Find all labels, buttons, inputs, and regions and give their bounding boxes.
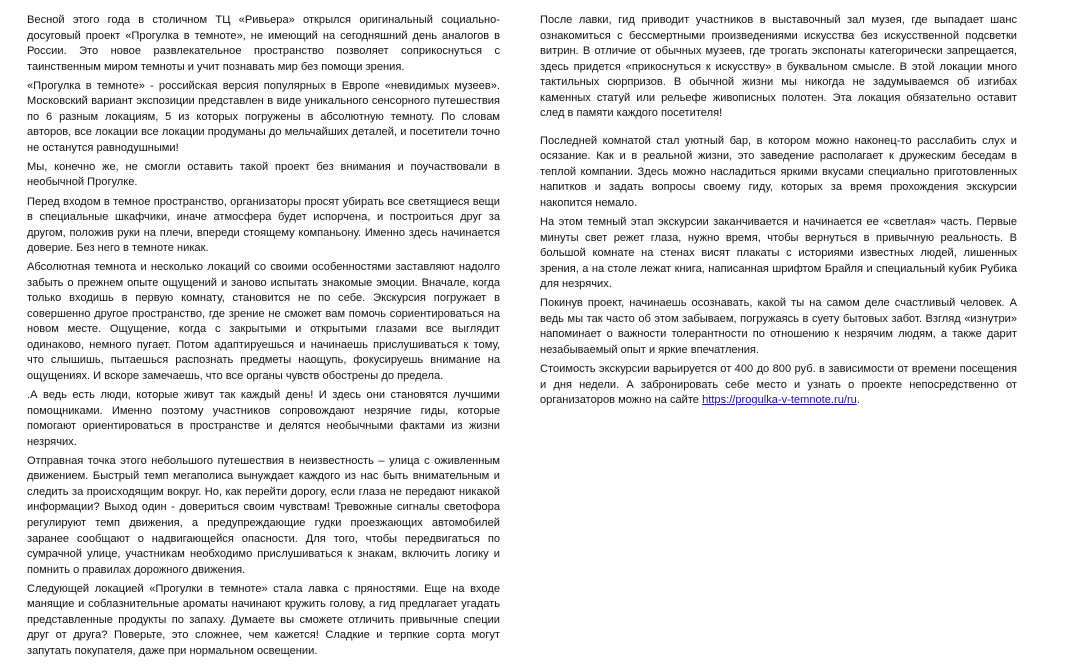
paragraph: На этом темный этап экскурсии заканчивается и начинается ее «светлая» часть. Первые минуты свет режет глаза, нужно время, чтобы вернуться в привычную реальность. В большой комнате на стенах висят плакаты с историями известных людей, лишенных зрения, а на столе лежат книга, написанная шрифтом Брайля и специальный кубик Рубика для незрячих. — [540, 216, 1017, 291]
paragraph: Весной этого года в столичном ТЦ «Ривьера» открылся оригинальный социально-досуговый проект «Прогулка в темноте», не имеющий на сегодняшний день аналогов в России. Это новое развлекательное пространство позволяет соприкоснуться с таинственным миром темноты и учит познавать мир без помощи зрения. — [27, 14, 500, 73]
closing-paragraph — [540, 362, 1017, 409]
paragraph: .А ведь есть люди, которые живут так каждый день! И здесь они становятся лучшими помощниками. Именно поэтому участников сопровождают незрячие гиды, которые помогают ориентироваться в пространстве и делятся необычными фактами из жизни незрячих. — [27, 389, 500, 448]
paragraph: Следующей локацией «Прогулки в темноте» стала лавка с пряностями. Еще на входе манящие и соблазнительные ароматы начинают кружить голову, а гид предлагает угадать представленные продукты по запаху. Думаете вы сможете отличить привычные специи друг от друга? Поверьте, это сложнее, чем кажется! Сладкие и терпкие сорта могут запутать покупателя, даже при нормальном освещении. — [27, 582, 500, 657]
paragraph: После лавки, гид приводит участников в выставочный зал музея, где выпадает шанс ознакомиться с бессмертными произведениями искусства без искусственной подсветки витрин. В отличие от обычных музеев, где трогать экспонаты категорически запрещается, здесь придется «прикоснуться к искусству» в буквальном смысле. В этой локации много тактильных сюрпризов. В обычной жизни мы никогда не задумываемся об изгибах каменных статуй или рельефе живописных полотен. Эта локация обязательно оставит след в памяти каждого посетителя! — [540, 14, 1017, 120]
paragraph: Перед входом в темное пространство, организаторы просят убирать все светящиеся вещи в специальные шкафчики, иначе атмосфера будет испорчена, и построиться друг за другом, положив руки на плечи, впереди стоящему компаньону. Именно здесь начинается доверие. Без него в темноте никак. — [27, 195, 500, 255]
paragraph: Отправная точка этого небольшого путешествия в неизвестность – улица с оживленным движением. Быстрый темп мегаполиса вынуждает каждого из нас быть внимательным и следить за происходящим вокруг. Но, как перейти дорогу, если глаза не передают никакой информации? Выход один - довериться своим чувствам! Тревожные сигналы светофора регулируют темп движения, а предупреждающие гудки проезжающих автомобилей заранее сообщают о надвигающейся опасности. Для того, чтобы передвигаться по сумрачной улице, участникам необходимо прислушиваться к знакам, включить логику и помнить о правилах дорожного движения. — [27, 454, 500, 576]
paragraph: Последней комнатой стал уютный бар, в котором можно наконец-то расслабить слух и осязание. Как и в реальной жизни, это заведение располагает к дружеским беседам в теплой компании. Здесь можно насладиться яркими вкусами специально приготовленных напитков и задать вопросы своему гиду, которых за время прохождения экскурсии накопится немало. — [540, 134, 1017, 210]
website-link[interactable]: https://progulka-v-temnote.ru/ru — [702, 394, 857, 407]
paragraph: Мы, конечно же, не смогли оставить такой проект без внимания и поучаствовали в необычной Прогулке. — [27, 160, 500, 189]
left-text-column — [27, 13, 500, 663]
paragraph: Абсолютная темнота и несколько локаций со своими особенностями заставляют надолго забыть о прежнем опыте ощущений и заново испытать знакомые эмоции. Вначале, когда только входишь в первую комнату, становится не по себе. Экскурсия погружает в совершенно другое пространство, где зрение не сможет вам помочь сориентироваться на новом месте. Ощущение, когда с закрытыми и открытыми глазами все выглядит одинаково, немного пугает. Потом адаптируешься и начинаешь прислушиваться к тому, что слышишь, пытаешься распознать предметы наощупь, фокусируешь внимание на ощущениях. И вскоре замечаешь, что все органы чувств обострены до предела. — [27, 261, 500, 383]
right-text-column — [540, 13, 1017, 412]
closing-suffix: . — [856, 394, 860, 407]
paragraph: Покинув проект, начинаешь осознавать, какой ты на самом деле счастливый человек. А ведь мы так часто об этом забываем, погружаясь в суету бытовых забот. Взгляд «изнутри» напоминает о важности толерантности по отношению к незрячим людям, а также дарит незабываемый опыт и яркие впечатления. — [540, 297, 1017, 356]
closing-text: Стоимость экскурсии варьируется от 400 до 800 руб. в зависимости от времени посещения и дня недели. А забронировать себе место и узнать о проекте непосредственно от организаторов можно на сайте — [540, 362, 1017, 407]
paragraph: «Прогулка в темноте» - российская версия популярных в Европе «невидимых музеев». Московский вариант экспозиции представлен в виде уникального сенсорного путешествия по 6 разным локациям, 5 из которых погружены в абсолютную темноту. По словам авторов, все локации все локации продуманы до мельчайших деталей, и посетители точно не останутся равнодушными! — [27, 79, 500, 154]
